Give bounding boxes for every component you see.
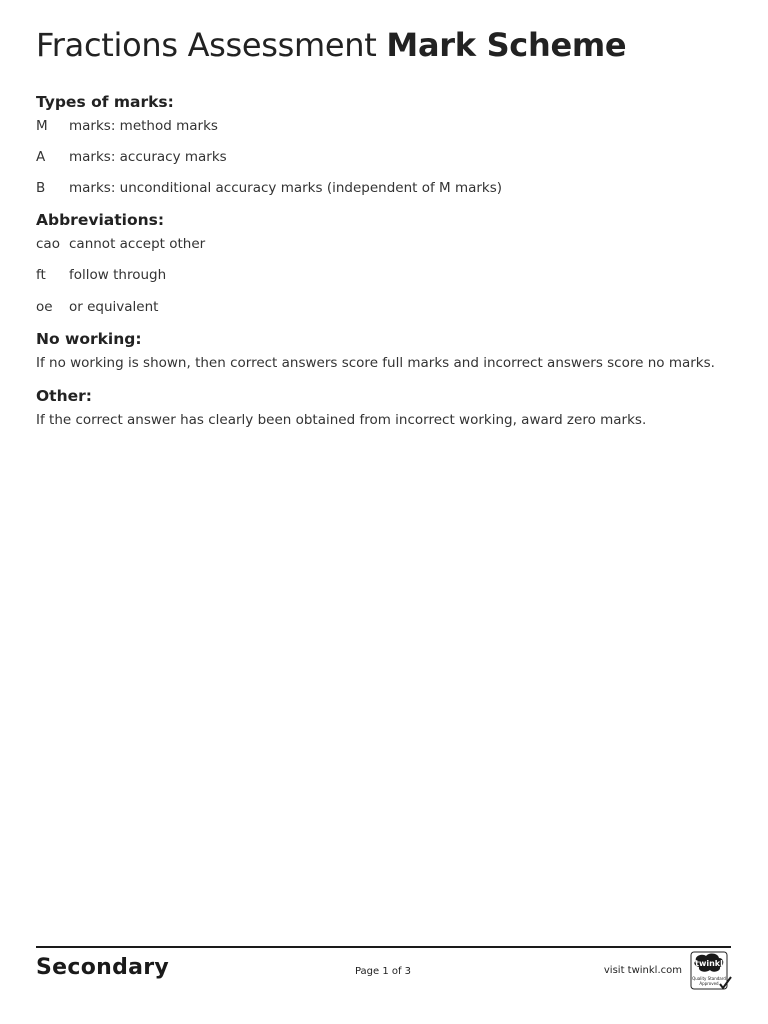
page-title-prefix: Fractions Assessment [36,26,377,64]
types-of-marks-heading: Types of marks: [36,93,174,111]
badge-brand: twinkl [695,959,723,968]
mark-type-code: M [36,118,48,134]
page-title-emphasis: Mark Scheme [386,26,627,64]
mark-type-description: marks: unconditional accuracy marks (independent of M marks) [69,180,503,196]
abbreviations-heading: Abbreviations: [36,211,165,229]
visit-link[interactable]: visit twinkl.com [603,965,682,976]
page-number: Page 1 of 3 [354,966,412,977]
abbreviation-meaning: cannot accept other [69,236,206,252]
abbreviation-meaning: follow through [69,267,167,283]
badge-line-2: Approved [699,981,719,986]
abbreviation-meaning: or equivalent [69,299,159,315]
mark-type-row [36,118,218,134]
mark-type-row [36,149,227,165]
abbreviation-code: cao [36,236,60,252]
abbreviation-code: ft [36,267,46,283]
abbreviation-row [36,267,166,283]
mark-type-description: marks: method marks [69,118,218,134]
other-heading: Other: [36,387,92,405]
abbreviation-row [36,299,158,315]
no-working-text: If no working is shown, then correct answers score full marks and incorrect answers score no marks. [36,355,715,371]
footer-divider [36,946,731,948]
no-working-heading: No working: [36,330,142,348]
mark-type-row [36,180,502,196]
mark-type-description: marks: accuracy marks [69,149,227,165]
other-text: If the correct answer has clearly been obtained from incorrect working, award zero marks. [36,412,647,428]
abbreviation-code: oe [36,299,53,315]
mark-type-code: B [36,180,46,196]
page-title [36,26,626,64]
quality-standard-badge-icon [690,951,732,991]
badge-line-1: Quality Standard [692,976,726,981]
footer-brand: Secondary [36,955,170,980]
mark-type-code: A [36,149,46,165]
abbreviation-row [36,236,205,252]
